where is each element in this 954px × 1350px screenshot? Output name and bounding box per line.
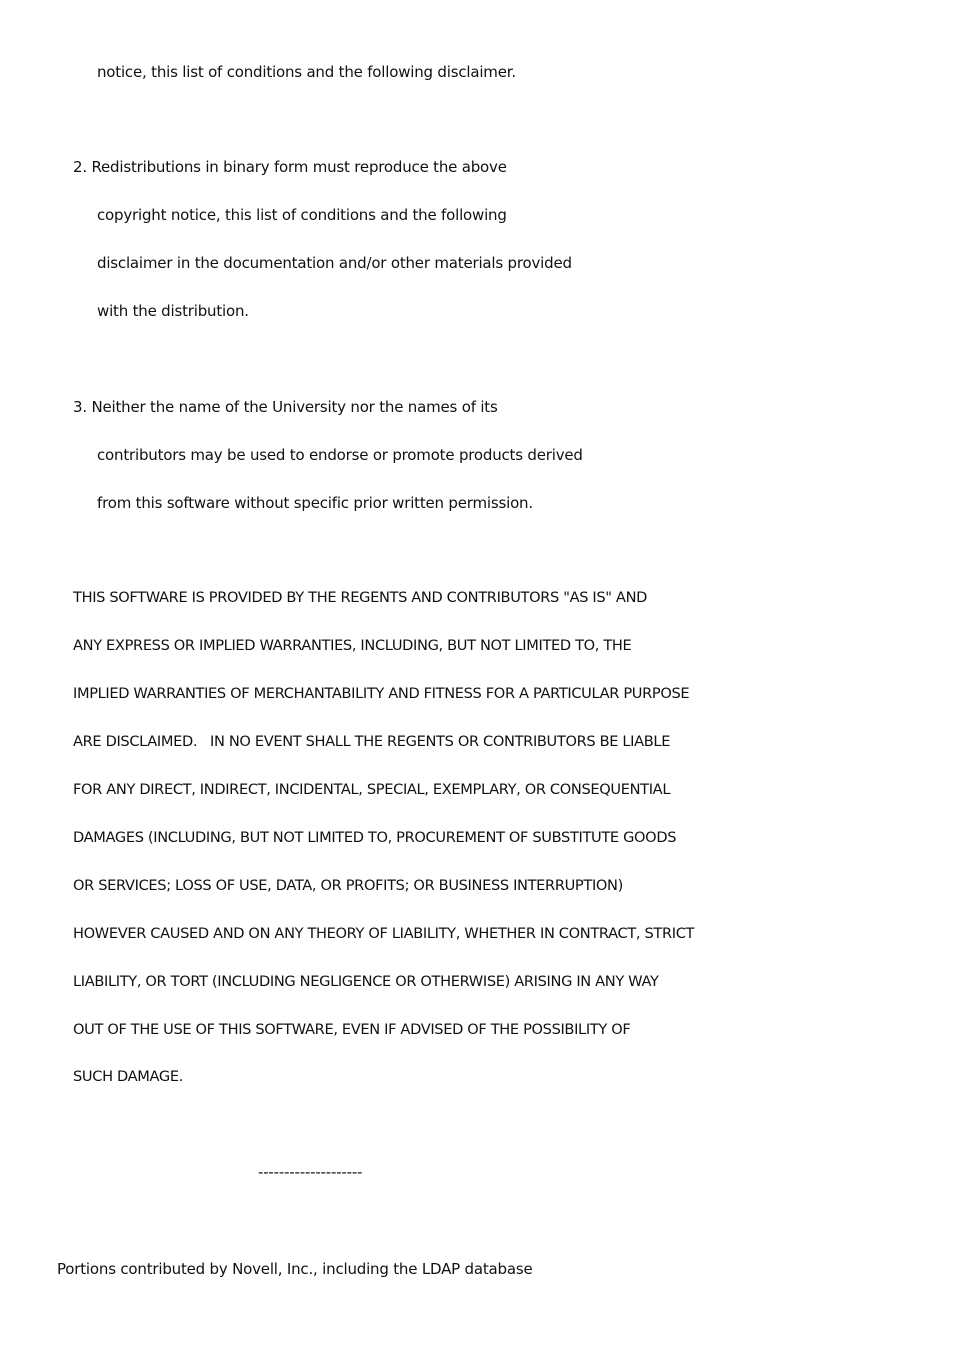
disclaimer-line-6: DAMAGES (INCLUDING, BUT NOT LIMITED TO, PROCUREMENT OF SUBSTITUTE GOODS (73, 829, 677, 846)
clause3-line-2: contributors may be used to endorse or promote products derived (97, 446, 583, 464)
disclaimer-line-8: HOWEVER CAUSED AND ON ANY THEORY OF LIABILITY, WHETHER IN CONTRACT, STRICT (73, 925, 695, 942)
disclaimer-line-10: OUT OF THE USE OF THIS SOFTWARE, EVEN IF ADVISED OF THE POSSIBILITY OF (73, 1021, 631, 1038)
disclaimer-line-1: THIS SOFTWARE IS PROVIDED BY THE REGENTS AND CONTRIBUTORS "AS IS" AND (73, 589, 648, 606)
novell-note: Portions contributed by Novell, Inc., including the LDAP database (57, 1260, 533, 1278)
disclaimer-line-4: ARE DISCLAIMED. IN NO EVENT SHALL THE REGENTS OR CONTRIBUTORS BE LIABLE (73, 733, 671, 750)
clause3-line-1: 3. Neither the name of the University nor the names of its (73, 398, 498, 416)
section-separator: -------------------- (258, 1163, 363, 1181)
disclaimer-line-9: LIABILITY, OR TORT (INCLUDING NEGLIGENCE OR OTHERWISE) ARISING IN ANY WAY (73, 973, 659, 990)
clause1-tail: notice, this list of conditions and the following disclaimer. (97, 63, 516, 81)
disclaimer-line-5: FOR ANY DIRECT, INDIRECT, INCIDENTAL, SPECIAL, EXEMPLARY, OR CONSEQUENTIAL (73, 781, 671, 798)
disclaimer-line-2: ANY EXPRESS OR IMPLIED WARRANTIES, INCLUDING, BUT NOT LIMITED TO, THE (73, 637, 632, 654)
clause3-line-3: from this software without specific prior written permission. (97, 494, 533, 512)
clause2-line-3: disclaimer in the documentation and/or other materials provided (97, 254, 572, 272)
clause2-line-4: with the distribution. (97, 302, 249, 320)
disclaimer-line-7: OR SERVICES; LOSS OF USE, DATA, OR PROFITS; OR BUSINESS INTERRUPTION) (73, 877, 623, 894)
clause2-line-1: 2. Redistributions in binary form must reproduce the above (73, 158, 507, 176)
clause2-line-2: copyright notice, this list of conditions and the following (97, 206, 507, 224)
disclaimer-line-11: SUCH DAMAGE. (73, 1068, 183, 1085)
disclaimer-line-3: IMPLIED WARRANTIES OF MERCHANTABILITY AND FITNESS FOR A PARTICULAR PURPOSE (73, 685, 690, 702)
